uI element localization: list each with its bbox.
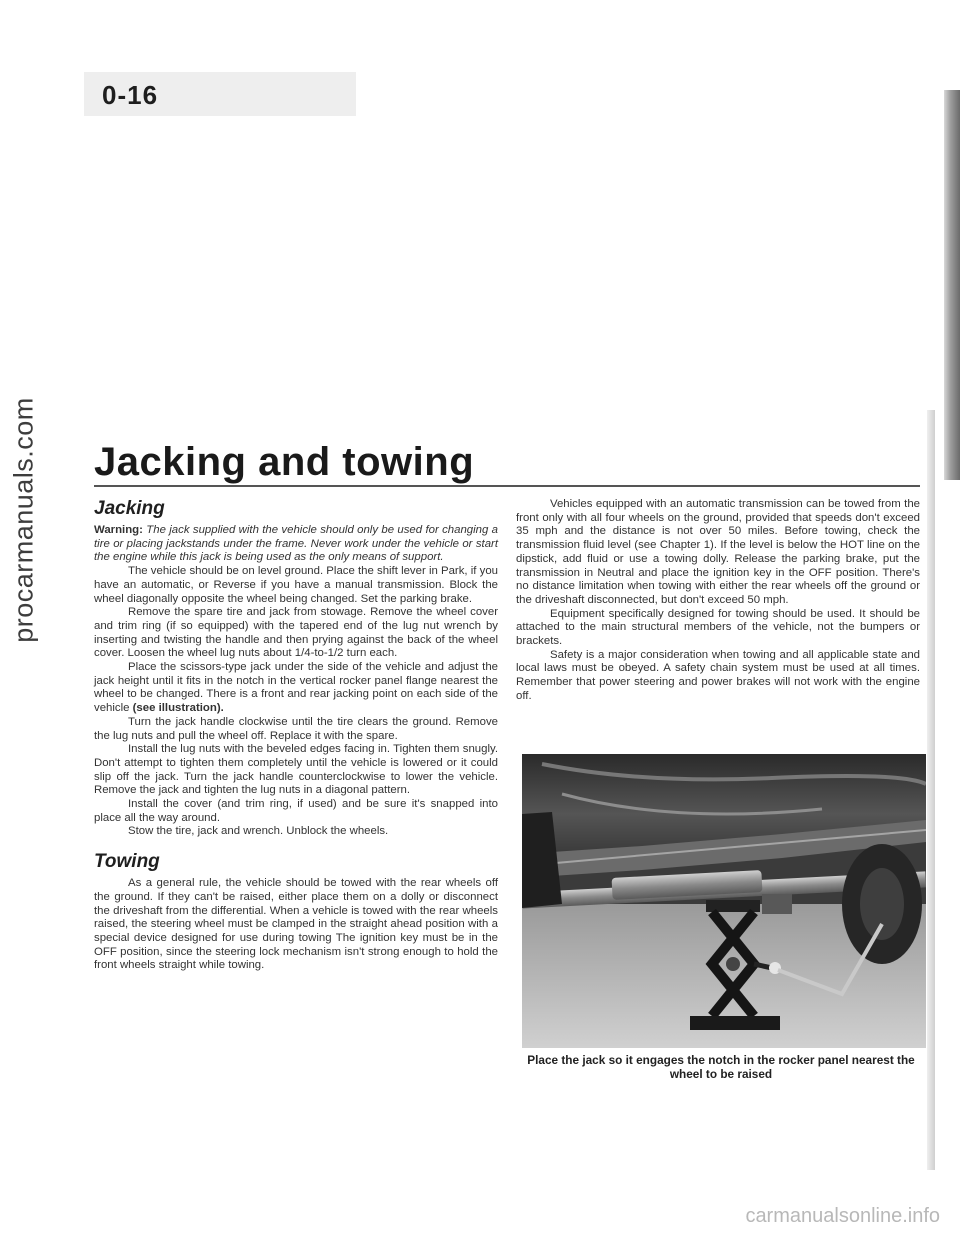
jacking-paragraph-5: Install the lug nuts with the beveled edges facing in. Tighten them snugly. Don't attempt to tighten them completely until the vehicle is lowered or it could slip off the jack. Turn the jack handle counterclockwise to lower the vehicle. Remove the jack and tighten the lug nuts in a diagonal pattern.	[94, 743, 498, 797]
figure-caption: Place the jack so it engages the notch in the rocker panel nearest the wheel to be raised	[527, 1053, 915, 1081]
jacking-paragraph-1: The vehicle should be on level ground. Place the shift lever in Park, if you have an automatic, or Reverse if you have a manual transmission. Block the wheel diagonally opposite the wheel being changed. Set the parking brake.	[94, 565, 498, 605]
illustration-reference: (see illustration).	[132, 702, 224, 715]
jacking-heading: Jacking	[94, 498, 165, 519]
page-number: 0-16	[102, 80, 159, 110]
right-column	[516, 498, 920, 704]
title-rule	[94, 485, 920, 487]
jacking-paragraph-3	[94, 661, 498, 716]
jacking-paragraph-2: Remove the spare tire and jack from stowage. Remove the wheel cover and trim ring (if so equipped) with the tapered end of the lug nut wrench by inserting and twisting the handle and then prying against the back of the wheel cover. Loosen the wheel lug nuts about 1/4-to-1/2 turn each.	[94, 606, 498, 660]
left-column	[94, 498, 498, 973]
warning-text: The jack supplied with the vehicle should only be used for changing a tire or placing jackstands under the frame. Never work under the vehicle or start the engine while this jack is being used as the only means of support.	[94, 524, 498, 564]
towing-paragraph-1: As a general rule, the vehicle should be towed with the rear wheels off the ground. If they can't be raised, either place them on a dolly or disconnect the driveshaft from the differential. When a vehicle is towed with the rear wheels raised, the steering wheel must be clamped in the straight ahead position with a special device designed for use during towing The ignition key must be in the OFF position, since the steering lock mechanism isn't strong enough to hold the front wheels straight while towing.	[94, 877, 498, 972]
jacking-paragraph-3-text: Place the scissors-type jack under the side of the vehicle and adjust the jack height until it fits in the notch in the vertical rocker panel flange nearest the wheel to be changed. There is a front and rear jacking point on each side of the vehicle	[94, 661, 498, 715]
towing-heading: Towing	[94, 851, 160, 873]
jacking-paragraph-7: Stow the tire, jack and wrench. Unblock the wheels.	[128, 825, 389, 838]
page-edge-shadow-lower	[927, 410, 935, 1170]
bottom-watermark: carmanualsonline.info	[745, 1205, 940, 1227]
page-edge-shadow	[944, 90, 960, 480]
side-watermark: procarmanuals.com	[8, 397, 39, 643]
jacking-paragraph-6: Install the cover (and trim ring, if used) and be sure it's snapped into place all the way around.	[94, 798, 498, 824]
jacking-paragraph-4: Turn the jack handle clockwise until the tire clears the ground. Remove the lug nuts and pull the wheel off. Replace it with the spare.	[94, 715, 498, 742]
towing-paragraph-3: Equipment specifically designed for towing should be used. It should be attached to the main structural members of the vehicle, not the bumpers or brackets.	[516, 607, 920, 648]
warning-label: Warning:	[94, 524, 143, 536]
jack-photo	[522, 754, 926, 1048]
towing-paragraph-2: Vehicles equipped with an automatic transmission can be towed from the front only with all four wheels on the ground, provided that speeds don't exceed 35 mph and the distance is not over 50 miles. Before towing, check the transmission fluid level (see Chapter 1). If the level is below the HOT line on the dipstick, add fluid or use a towing dolly. Release the parking brake, put the transmission in Neutral and place the ignition key in the OFF position. There's no distance limitation when towing with either the rear wheels off the ground or the driveshaft disconnected, but don't exceed 50 mph.	[516, 498, 920, 606]
warning-paragraph	[94, 524, 498, 565]
towing-paragraph-4: Safety is a major consideration when towing and all applicable state and local laws must be obeyed. A safety chain system must be used at all times. Remember that power steering and power brakes will not work with the engine off.	[516, 648, 920, 702]
section-title: Jacking and towing	[94, 440, 475, 484]
